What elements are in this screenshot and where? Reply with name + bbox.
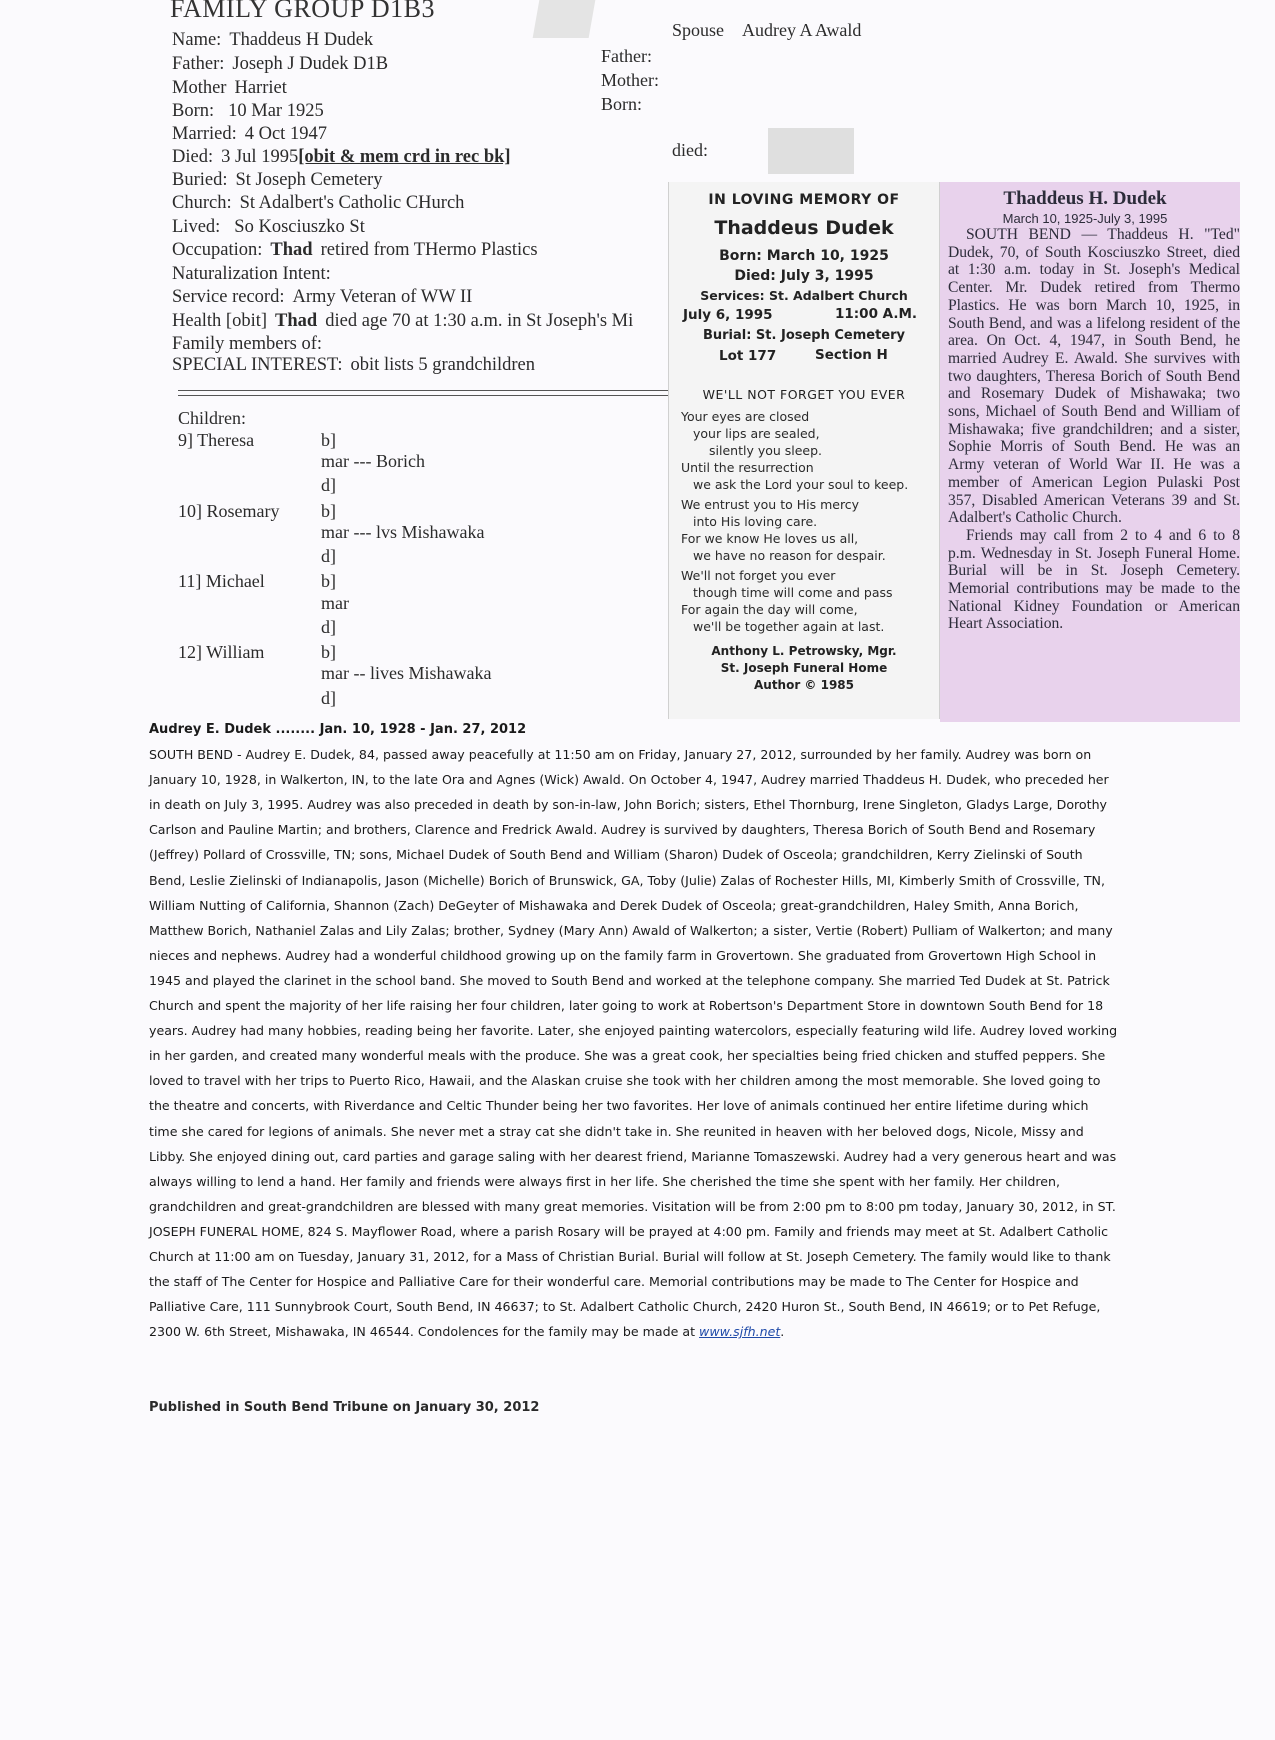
card-author-3: Author © 1985 xyxy=(753,678,855,692)
spouse-row: Spouse Audrey A Awald xyxy=(672,20,862,40)
newspaper-clipping xyxy=(940,182,1240,722)
spouse-father-label: Father: xyxy=(601,46,652,66)
card-service-date: July 6, 1995 xyxy=(683,307,773,323)
tape-fragment xyxy=(768,128,854,174)
child-born: b] xyxy=(321,501,336,521)
memorial-card xyxy=(668,182,940,719)
spouse-mother-label: Mother: xyxy=(601,70,659,90)
service-row: Service record: Army Veteran of WW II xyxy=(172,287,473,307)
poem-line: silently you sleep. xyxy=(709,443,823,458)
married-row: Married: 4 Oct 1947 xyxy=(172,124,327,144)
church-row: Church: St Adalbert's Catholic CHurch xyxy=(172,193,465,213)
tape-fragment xyxy=(533,0,596,38)
born-row: Born: 10 Mar 1925 xyxy=(172,101,324,121)
card-services: Services: St. Adalbert Church xyxy=(700,288,908,303)
children-label: Children: xyxy=(178,408,246,428)
card-died: Died: July 3, 1995 xyxy=(734,268,874,284)
child-name: 9] Theresa xyxy=(178,430,255,450)
child-born: b] xyxy=(321,642,336,662)
obituary-body: SOUTH BEND - Audrey E. Dudek, 84, passed away peacefully at 11:50 am on Friday, January 27, 2012, surrounded by her family. Audrey was born on January 10, 1928, in Walkerton, IN, to the late Ora and Agnes (Wick) Awald. On October 4, 1947, Audrey married Thaddeus H. Dudek, who preceded her in death on July 3, 1995. Audrey was also preceded in death by son-in-law, John Borich; sisters, Ethel Thornburg, Irene Singleton, Gladys Large, Dorothy Carlson and Pauline Martin; and brothers, Clarence and Fredrick Awald. Audrey is survived by daughters, Theresa Borich of South Bend and Rosemary (Jeffrey) Pollard of Crossville, TN; sons, Michael Dudek of South Bend and William (Sharon) Dudek of Osceola; grandchildren, Kerry Zielinski of South Bend, Leslie Zielinski of Indianapolis, Jason (Michelle) Borich of Brunswick, GA, Toby (Julie) Zalas of Rochester Hills, MI, Kimberly Smith of Crossville, TN, William Nutting of California, Shannon (Zach) DeGeyter of Mishawaka and Derek Dudek of Osceola; great-grandchildren, Haley Smith, Anna Borich, Matthew Borich, Nathaniel Zalas and Lily Zalas; brother, Sydney (Mary Ann) Awald of Walkerton; a sister, Vertie (Robert) Pulliam of Walkerton; and many nieces and nephews. Audrey had a wonderful childhood growing up on the family farm in Grovertown. She graduated from Grovertown High School in 1945 and played the clarinet in the school band. She moved to South Bend and worked at the telephone company. She married Ted Dudek at St. Patrick Church and spent the majority of her life raising her four children, later going to work at Robertson's Department Store in downtown South Bend for 18 years. Audrey had many hobbies, reading being her favorite. Later, she enjoyed painting watercolors, especially featuring wild life. Audrey loved working in her garden, and created many wonderful meals with the produce. She was a great cook, her specialties being fried chicken and stuffed peppers. She loved to travel with her trips to Puerto Rico, Hawaii, and the Alaskan cruise she took with her children among the most memorable. She loved going to the theatre and concerts, with Riverdance and Celtic Thunder being her two favorites. Her love of animals continued her entire lifetime during which time she cared for legions of animals. She never met a stray cat she didn't take in. She reunited in heaven with her beloved dogs, Nicole, Missy and Libby. She enjoyed dining out, card parties and garage saling with her dearest friend, Marianne Tomaszewski. Audrey had a very generous heart and was always willing to lend a hand. Her family and friends were always first in her life. She cherished the time she spent with her family. Her children, grandchildren and great-grandchildren are blessed with many great memories. Visitation will be from 2:00 pm to 8:00 pm today, January 30, 2012, in ST. JOSEPH FUNERAL HOME, 824 S. Mayflower Road, where a parish Rosary will be prayed at 4:00 pm. Family and friends may meet at St. Adalbert Catholic Church at 11:00 am on Tuesday, January 31, 2012, for a Mass of Christian Burial. Burial will follow at St. Joseph Cemetery. The family would like to thank the staff of The Center for Hospice and Palliative Care for their wonderful care. Memorial contributions may be made to The Center for Hospice and Palliative Care, 111 Sunnybrook Court, South Bend, IN 46637; to St. Adalbert Catholic Church, 2420 Huron St., South Bend, IN 46619; or to Pet Refuge, 2300 W. 6th Street, Mishawaka, IN 46544. Condolences for the family may be made at xyxy=(149,747,1118,1340)
clipping-body xyxy=(948,226,1240,633)
card-service-time: 11:00 A.M. xyxy=(835,306,918,322)
child-married: mar --- lvs Mishawaka xyxy=(321,522,485,542)
card-section: Section H xyxy=(815,347,888,363)
obituary-end: . xyxy=(780,1324,785,1340)
published-note: Published in South Bend Tribune on January 30, 2012 xyxy=(149,1400,540,1415)
card-author-1: Anthony L. Petrowsky, Mgr. xyxy=(711,644,897,658)
poem-line: though time will come and pass xyxy=(693,585,893,600)
card-lot: Lot 177 xyxy=(719,348,777,364)
occupation-row: Occupation: Thad retired from THermo Plastics xyxy=(172,240,538,260)
poem-line: we'll be together again at last. xyxy=(693,619,885,634)
child-married: mar -- lives Mishawaka xyxy=(321,663,492,683)
family-group-title: FAMILY GROUP D1B3 xyxy=(170,0,435,23)
obituary-body-wrap xyxy=(149,742,1119,1344)
card-heading: IN LOVING MEMORY OF xyxy=(708,192,900,208)
child-died: d] xyxy=(321,688,336,708)
child-married: mar --- Borich xyxy=(321,451,425,471)
obituary-heading: Audrey E. Dudek ........ Jan. 10, 1928 - Jan. 27, 2012 xyxy=(149,722,527,737)
child-name: 12] William xyxy=(178,642,265,662)
father-row: Father: Joseph J Dudek D1B xyxy=(172,54,389,74)
mother-row: Mother Harriet xyxy=(172,78,287,98)
poem-line: we have no reason for despair. xyxy=(693,548,886,563)
clipping-dates: March 10, 1925-July 3, 1995 xyxy=(1002,211,1168,226)
poem-line: We entrust you to His mercy xyxy=(681,497,860,512)
poem-line: For again the day will come, xyxy=(681,602,858,617)
poem-line: into His loving care. xyxy=(693,514,818,529)
spouse-born-label: Born: xyxy=(601,94,643,114)
card-name: Thaddeus Dudek xyxy=(714,217,894,239)
child-died: d] xyxy=(321,475,336,495)
card-author-2: St. Joseph Funeral Home xyxy=(720,661,888,675)
name-row: Name: Thaddeus H Dudek xyxy=(172,30,374,50)
special-interest-row: SPECIAL INTEREST: obit lists 5 grandchildren xyxy=(172,355,536,375)
child-married: mar xyxy=(321,593,349,613)
child-died: d] xyxy=(321,546,336,566)
clipping-title: Thaddeus H. Dudek xyxy=(1003,188,1167,209)
spouse-died-label: died: xyxy=(672,140,708,160)
website-link[interactable]: www.sjfh.net xyxy=(699,1324,781,1340)
poem-line: your lips are sealed, xyxy=(693,426,820,441)
poem-line: For we know He loves us all, xyxy=(681,531,859,546)
clipping-paragraph: Friends may call from 2 to 4 and 6 to 8 p.m. Wednesday in St. Joseph Funeral Home. Burial will be in St. Joseph Cemetery. Memorial contributions may be made to the National Kidney Foundation or American Heart Association. xyxy=(948,526,1240,633)
lived-row: Lived: So Kosciuszko St xyxy=(172,217,365,237)
died-row: Died: 3 Jul 1995[obit & mem crd in rec bk] xyxy=(172,147,511,167)
child-died: d] xyxy=(321,617,336,637)
card-born: Born: March 10, 1925 xyxy=(719,248,889,264)
section-divider xyxy=(178,390,668,396)
poem-line: Your eyes are closed xyxy=(681,409,810,424)
buried-row: Buried: St Joseph Cemetery xyxy=(172,170,383,190)
poem-line: Until the resurrection xyxy=(681,460,814,475)
clipping-paragraph: SOUTH BEND — Thaddeus H. "Ted" Dudek, 70, of South Kosciuszko Street, died at 1:30 a.m. today in St. Joseph's Medical Center. Mr. Dudek retired from Thermo Plastics. He was born March 10, 1925, in South Bend, and was a lifelong resident of the area. On Oct. 4, 1947, in South Bend, he married Audrey E. Awald. She survives with two daughters, Theresa Borich of South Bend and Rosemary Dudek of Mishawaka; two sons, Michael of South Bend and William of Mishawaka; five grandchildren; and a sister, Sophie Morris of South Bend. He was an Army veteran of World War II. He was a member of American Legion Pulaski Post 357, Disabled American Veterans 39 and St. Adalbert's Catholic Church. xyxy=(948,226,1240,527)
family-members-row: Family members of: xyxy=(172,334,323,354)
naturalization-row: Naturalization Intent: xyxy=(172,264,331,284)
poem-line: We'll not forget you ever xyxy=(681,568,836,583)
obituary xyxy=(149,717,1119,1344)
child-name: 10] Rosemary xyxy=(178,501,280,521)
card-burial: Burial: St. Joseph Cemetery xyxy=(702,328,906,343)
child-name: 11] Michael xyxy=(178,571,265,591)
child-born: b] xyxy=(321,571,336,591)
poem-line: we ask the Lord your soul to keep. xyxy=(693,477,909,492)
poem-title: WE'LL NOT FORGET YOU EVER xyxy=(702,387,906,402)
child-born: b] xyxy=(321,430,336,450)
obit-note: [obit & mem crd in rec bk] xyxy=(298,147,511,167)
health-row: Health [obit] Thad died age 70 at 1:30 a.m. in St Joseph's Mi xyxy=(172,311,634,331)
